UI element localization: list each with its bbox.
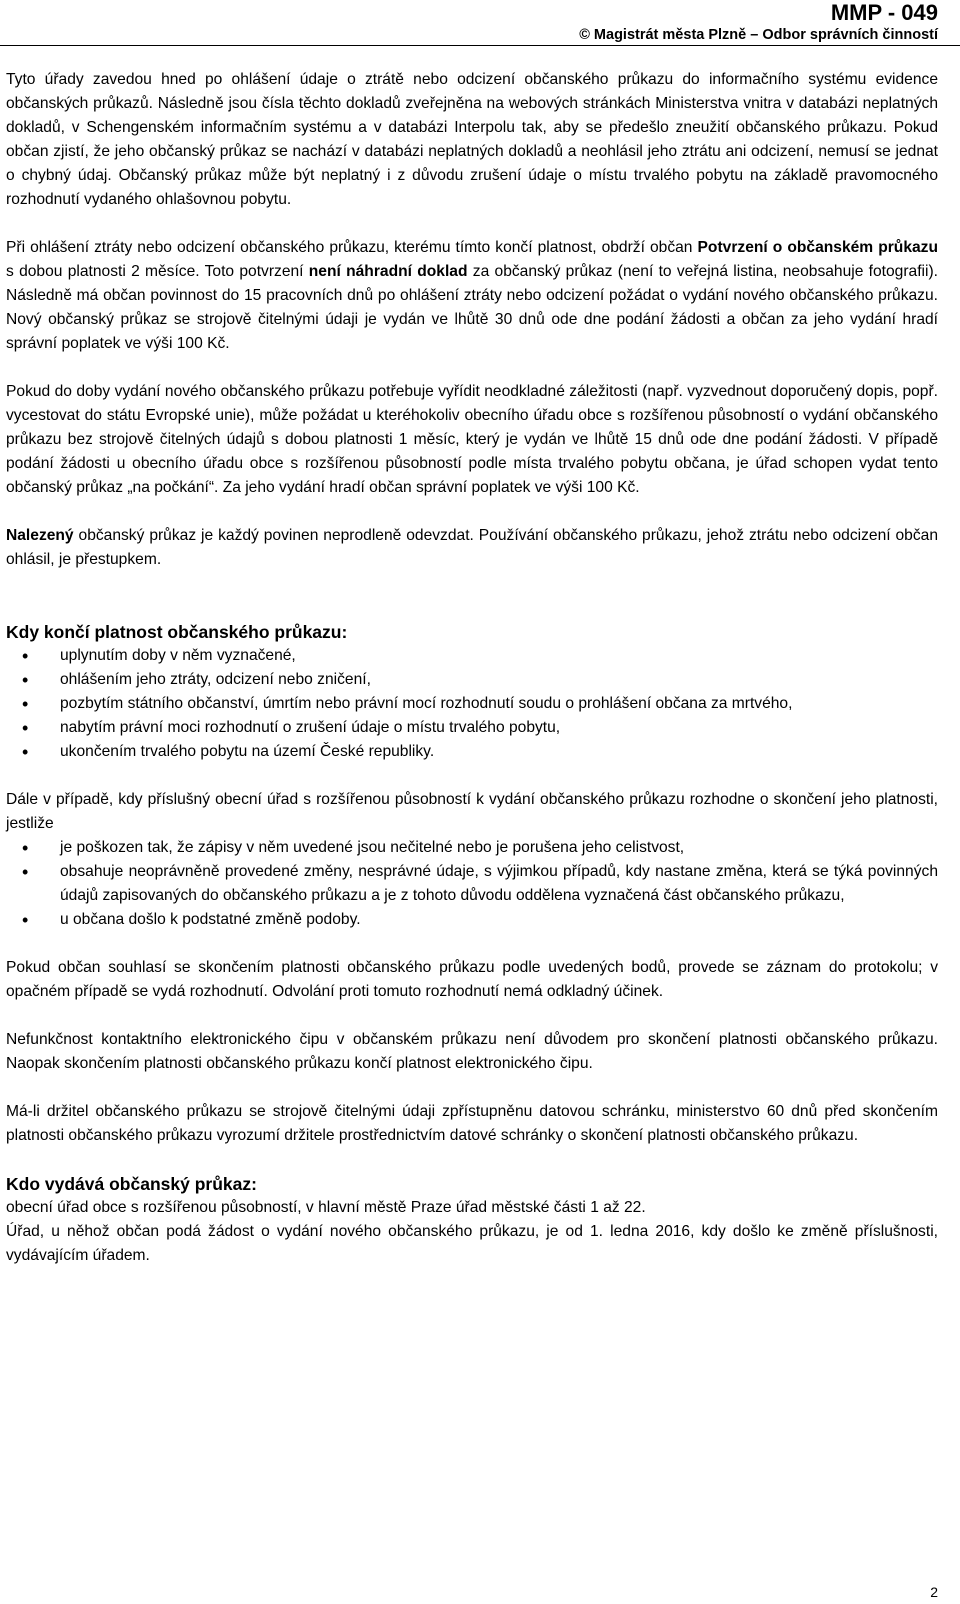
paragraph-issuer-change: Úřad, u něhož občan podá žádost o vydání nového občanského průkazu, je od 1. ledna 2016, kdy došlo ke změně příslušnosti, vydávajícím úřadem.: [6, 1223, 938, 1264]
further-cases-list: [6, 836, 938, 932]
list-item: • uplynutím doby v něm vyznačené,: [60, 644, 938, 668]
paragraph-data-box: Má-li držitel občanského průkazu se strojově čitelnými údaji zpřístupněnu datovou schránku, ministerstvo 60 dnů před skončením platnosti občanského průkazu vyrozumí držitele prostřednictvím datové schránky o skončení platnosti občanského průkazu.: [6, 1103, 938, 1144]
bold-span: Potvrzení o občanském průkazu: [697, 239, 938, 256]
page-number: 2: [930, 1584, 938, 1600]
text-span: občanský průkaz je každý povinen neprodleně odevzdat. Používání občanského průkazu, jehož ztrátu nebo odcizení občan ohlásil, je přestupkem.: [6, 527, 938, 568]
header-divider: [0, 45, 960, 46]
paragraph-found-card: [6, 524, 938, 572]
list-item: • ukončením trvalého pobytu na území České republiky.: [60, 740, 938, 764]
paragraph-further-cases: Dále v případě, kdy příslušný obecní úřad s rozšířenou působností k vydání občanského průkazu rozhodne o skončení jeho platnosti, jestliže: [6, 791, 938, 832]
paragraph-issuer: obecní úřad obce s rozšířenou působností, v hlavní městě Praze úřad městské části 1 až 22.: [6, 1199, 646, 1216]
list-item: • nabytím právní moci rozhodnutí o zrušení údaje o místu trvalého pobytu,: [60, 716, 938, 740]
paragraph-chip: Nefunkčnost kontaktního elektronického čipu v občanském průkazu není důvodem pro skončení platnosti občanského průkazu. Naopak skončením platnosti občanského průkazu končí platnost elektronického čipu.: [6, 1031, 938, 1072]
bold-span: Nalezený: [6, 527, 74, 544]
paragraph-urgent-matters: Pokud do doby vydání nového občanského průkazu potřebuje vyřídit neodkladné záležitosti (např. vyzvednout doporučený dopis, popř. vycestovat do státu Evropské unie), může požádat u kteréhokoliv obecního úřadu obce s rozšířenou působností o vydání občanského průkazu bez strojově čitelných údajů s dobou platnosti 1 měsíc, který je vydán ve lhůtě 15 dnů ode dne podání žádosti. V případě podání žádosti u obecního úřadu obce s rozšířenou působností podle místa trvalého pobytu občana, je úřad schopen vydat tento občanský průkaz „na počkání“. Za jeho vydání hradí občan správní poplatek ve výši 100 Kč.: [6, 383, 938, 496]
list-item: • ohlášením jeho ztráty, odcizení nebo zničení,: [60, 668, 938, 692]
document-code: MMP - 049: [830, 0, 938, 25]
list-item: • pozbytím státního občanství, úmrtím nebo právní mocí rozhodnutí soudu o prohlášení občana za mrtvého,: [60, 692, 938, 716]
paragraph-database: Tyto úřady zavedou hned po ohlášení údaje o ztrátě nebo odcizení občanského průkazu do informačního systému evidence občanských průkazů. Následně jsou čísla těchto dokladů zveřejněna na webových stránkách Ministerstva vnitra v databázi neplatných dokladů, v Schengenském informačním systému a v databázi Interpolu tak, aby se předešlo zneužití občanského průkazu. Pokud občan zjistí, že jeho občanský průkaz se nachází v databázi neplatných dokladů a neohlásil jeho ztrátu ani odcizení, nemusí se jednat o chybný údaj. Občanský průkaz může být neplatný i z důvodu zrušení údaje o místu trvalého pobytu na základě pravomocného rozhodnutí vydaného ohlašovnou pobytu.: [6, 71, 938, 208]
list-item: • je poškozen tak, že zápisy v něm uvedené jsou nečitelné nebo je porušena jeho celistvost,: [60, 836, 938, 860]
document-body: [6, 68, 938, 1268]
paragraph-protocol: Pokud občan souhlasí se skončením platnosti občanského průkazu podle uvedených bodů, provede se záznam do protokolu; v opačném případě se vydá rozhodnutí. Odvolání proti tomuto rozhodnutí nemá odkladný účinek.: [6, 959, 938, 1000]
header-organization: © Magistrát města Plzně – Odbor správních činností: [579, 27, 938, 43]
heading-validity-end: Kdy končí platnost občanského průkazu:: [6, 622, 348, 642]
validity-end-list: [6, 644, 938, 764]
list-item: • obsahuje neoprávněně provedené změny, nesprávné údaje, s výjimkou případů, kdy nastane změna, která se týká povinných údajů zapisovaných do občanského průkazu a je z tohoto důvodu oddělena vyznačená část občanského průkazu,: [60, 860, 938, 908]
page-header: [579, 0, 938, 44]
list-item: • u občana došlo k podstatné změně podoby.: [60, 908, 938, 932]
text-span: s dobou platnosti 2 měsíce. Toto potvrzení: [6, 263, 309, 280]
bold-span: není náhradní doklad: [308, 263, 468, 280]
heading-issuer: Kdo vydává občanský průkaz:: [6, 1174, 257, 1194]
text-span: Při ohlášení ztráty nebo odcizení občanského průkazu, kterému tímto končí platnost, obdrží občan: [6, 239, 698, 256]
text-span: za občanský průkaz (není to veřejná listina, neobsahuje fotografii). Následně má občan povinnost do 15 pracovních dnů po ohlášení ztráty nebo odcizení požádat o vydání nového občanského průkazu. Nový občanský průkaz se strojově čitelnými údaji je vydán ve lhůtě 30 dnů ode dne podání žádosti a občan za jeho vydání hradí správní poplatek ve výši 100 Kč.: [6, 263, 939, 352]
paragraph-loss-report: [6, 236, 938, 356]
